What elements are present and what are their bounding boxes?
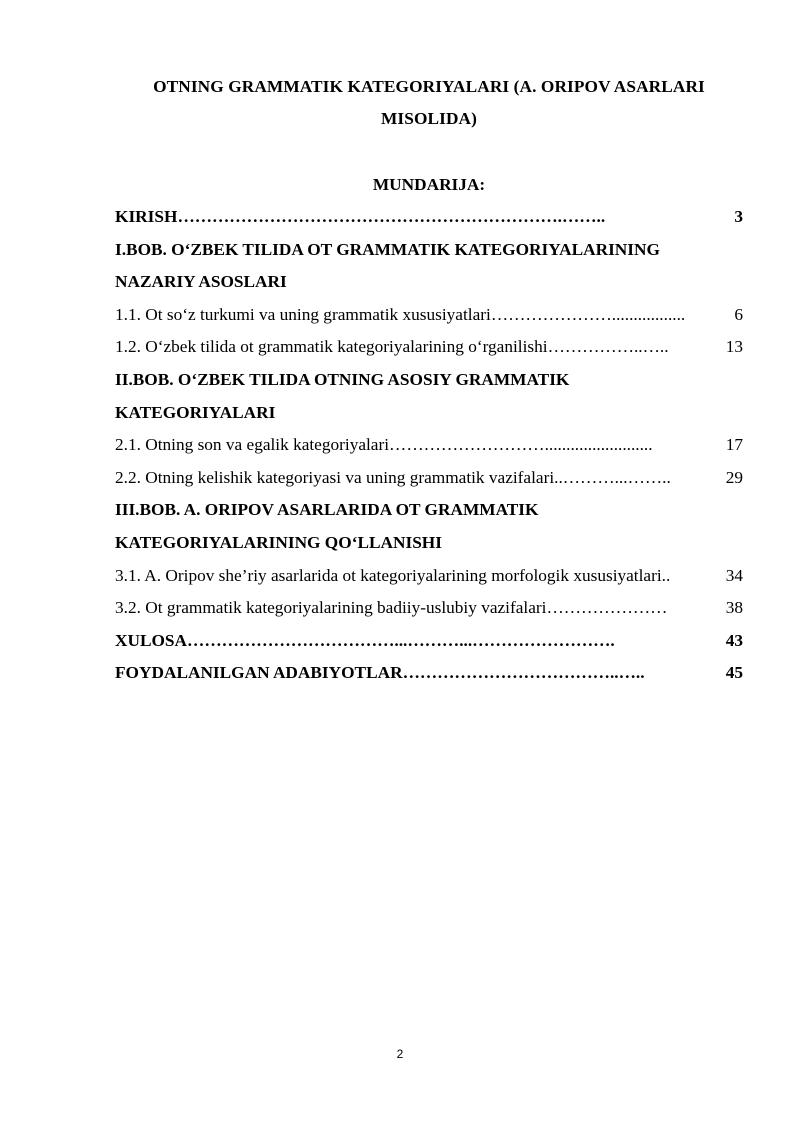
page-number: 2	[396, 1047, 404, 1061]
toc-entry-label: FOYDALANILGAN ADABIYOTLAR	[115, 663, 403, 683]
toc-entry-page: 43	[725, 630, 743, 650]
toc-entry-leader: ……………………….........................	[389, 435, 653, 455]
toc-entry-leader: ……………..…..	[547, 337, 669, 357]
toc-chapter-2-line-1[interactable]: II.BOB. O‘ZBEK TILIDA OTNING ASOSIY GRAMMATIK	[115, 369, 570, 389]
toc-entry-1-2[interactable]	[115, 331, 743, 364]
document-title-line-1: OTNING GRAMMATIK KATEGORIYALARI (A. ORIPOV ASARLARI	[153, 77, 705, 96]
toc-entry-page: 17	[725, 435, 743, 455]
toc-entry-page: 3	[734, 207, 743, 226]
toc-entry-leader: ………………………………………………………….……..	[177, 207, 606, 226]
toc-chapter-2-line-2[interactable]: KATEGORIYALARI	[115, 402, 276, 422]
toc-entry-page: 6	[734, 304, 743, 324]
document-title-line-2: MISOLIDA)	[381, 109, 477, 128]
toc-entry-label: 2.1. Otning son va egalik kategoriyalari	[115, 435, 390, 455]
toc-entry-xulosa[interactable]	[115, 625, 743, 658]
toc-entry-page: 29	[725, 467, 743, 487]
toc-entry-2-2[interactable]	[115, 462, 743, 495]
toc-entry-page: 13	[725, 337, 743, 357]
toc-chapter-1-line-1[interactable]: I.BOB. O‘ZBEK TILIDA OT GRAMMATIK KATEGORIYALARINING	[115, 239, 660, 259]
toc-entry-page: 38	[725, 598, 743, 618]
toc-entry-label: 3.1. A. Oripov she’riy asarlarida ot kategoriyalarining morfologik xususiyatlari	[115, 565, 662, 585]
toc-entry-label: KIRISH	[115, 207, 178, 226]
toc-entry-3-1[interactable]	[115, 560, 743, 593]
toc-entry-2-1[interactable]	[115, 429, 743, 462]
toc-entry-page: 34	[725, 565, 743, 585]
toc-entry-label: 1.2. O‘zbek tilida ot grammatik kategoriyalarining o‘rganilishi	[115, 337, 548, 357]
toc-chapter-1-line-2[interactable]: NAZARIY ASOSLARI	[115, 272, 287, 292]
toc-entry-page: 45	[725, 663, 743, 683]
toc-entry-adabiyotlar[interactable]	[115, 657, 743, 690]
toc-chapter-3-line-2[interactable]: KATEGORIYALARINING QO‘LLANISHI	[115, 532, 442, 552]
toc-entry-1-1[interactable]	[115, 299, 743, 332]
toc-entry-leader: …………………	[546, 598, 668, 618]
toc-entry-leader: ..………...……..	[554, 467, 671, 487]
toc-entry-label: 2.2. Otning kelishik kategoriyasi va uning grammatik vazifalari	[115, 467, 555, 487]
toc-heading: MUNDARIJA:	[372, 175, 486, 194]
toc-chapter-3-line-1[interactable]: III.BOB. A. ORIPOV ASARLARIDA OT GRAMMATIK	[115, 500, 539, 520]
toc-entry-3-2[interactable]	[115, 592, 743, 625]
toc-entry-label: 3.2. Ot grammatik kategoriyalarining badiiy-uslubiy vazifalari	[115, 598, 547, 618]
toc-entry-leader: ………………….................	[490, 304, 686, 324]
toc-entry-leader: ..	[661, 565, 671, 585]
document-title	[115, 71, 743, 135]
toc-entry-leader: ………………………………..…..	[402, 663, 645, 683]
toc-entry-label: XULOSA	[115, 630, 188, 650]
toc-entry-kirish[interactable]	[115, 201, 743, 234]
toc-entry-leader: ………………………………...………...…………………….	[187, 630, 615, 650]
table-of-contents	[115, 201, 743, 690]
toc-entry-label: 1.1. Ot so‘z turkumi va uning grammatik xususiyatlari	[115, 304, 491, 324]
